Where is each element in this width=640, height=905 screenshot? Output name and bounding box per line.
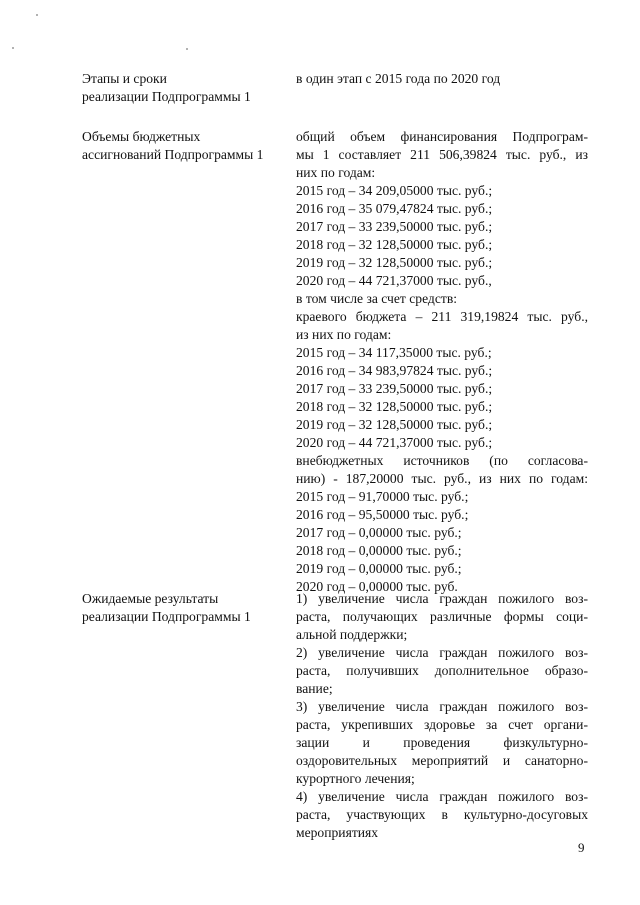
value-line: мероприятиях — [296, 825, 379, 840]
value-line: 2019 год – 32 128,50000 тыс. руб.; — [296, 255, 493, 270]
value-line: 2017 год – 33 239,50000 тыс. руб.; — [296, 219, 493, 234]
value-line: оздоровительных мероприятий и санаторно- — [296, 753, 588, 768]
row-value — [296, 128, 588, 596]
value-line: 2018 год – 32 128,50000 тыс. руб.; — [296, 399, 493, 414]
value-line: курортного лечения; — [296, 771, 415, 786]
label-line: ассигнований Подпрограммы 1 — [82, 147, 264, 162]
value-line: 2018 год – 0,00000 тыс. руб.; — [296, 543, 462, 558]
row-value — [296, 590, 588, 842]
scan-speck — [186, 48, 188, 50]
value-line: 2017 год – 33 239,50000 тыс. руб.; — [296, 381, 493, 396]
value-line: альной поддержки; — [296, 627, 408, 642]
value-line: 1) увеличение числа граждан пожилого воз- — [296, 591, 588, 606]
label-line: реализации Подпрограммы 1 — [82, 89, 251, 104]
row-label — [82, 70, 287, 106]
value-line: 2016 год – 35 079,47824 тыс. руб.; — [296, 201, 493, 216]
value-line: них по годам: — [296, 165, 376, 180]
value-line: раста, участвующих в культурно-досуговых — [296, 807, 588, 822]
value-line: раста, получивших дополнительное образо- — [296, 663, 588, 678]
label-line: Этапы и сроки — [82, 71, 167, 86]
value-line: 2017 год – 0,00000 тыс. руб.; — [296, 525, 462, 540]
value-line: нию) - 187,20000 тыс. руб., из них по годам: — [296, 471, 588, 486]
value-line: зации и проведения физкультурно- — [296, 735, 588, 750]
value-line: из них по годам: — [296, 327, 392, 342]
value-line: 2016 год – 95,50000 тыс. руб.; — [296, 507, 469, 522]
value-line: 2020 год – 0,00000 тыс. руб. — [296, 579, 458, 594]
row-label — [82, 128, 287, 164]
value-line: 2020 год – 44 721,37000 тыс. руб.; — [296, 435, 493, 450]
value-line: внебюджетных источников (по согласова- — [296, 453, 588, 468]
value-line: в том числе за счет средств: — [296, 291, 458, 306]
row-value — [296, 70, 588, 88]
page-number: 9 — [578, 840, 585, 855]
value-line: 2019 год – 0,00000 тыс. руб.; — [296, 561, 462, 576]
value-line: 2015 год – 34 117,35000 тыс. руб.; — [296, 345, 492, 360]
scan-speck — [12, 47, 14, 49]
value-line: краевого бюджета – 211 319,19824 тыс. руб., — [296, 309, 588, 324]
value-line: 2016 год – 34 983,97824 тыс. руб.; — [296, 363, 493, 378]
value-line: раста, получающих различные формы соци- — [296, 609, 588, 624]
value-line: 3) увеличение числа граждан пожилого воз- — [296, 699, 588, 714]
value-line: мы 1 составляет 211 506,39824 тыс. руб., из — [296, 147, 588, 162]
value-line: 2015 год – 91,70000 тыс. руб.; — [296, 489, 469, 504]
value-line: вание; — [296, 681, 333, 696]
value-line: 2015 год – 34 209,05000 тыс. руб.; — [296, 183, 493, 198]
value-line: раста, укрепивших здоровье за счет органи- — [296, 717, 588, 732]
scan-speck — [36, 14, 38, 16]
value-line: 2) увеличение числа граждан пожилого воз- — [296, 645, 588, 660]
label-line: Ожидаемые результаты — [82, 591, 219, 606]
value-line: общий объем финансирования Подпрограм- — [296, 129, 588, 144]
label-line: реализации Подпрограммы 1 — [82, 609, 251, 624]
row-label — [82, 590, 287, 626]
label-line: Объемы бюджетных — [82, 129, 201, 144]
value-line: в один этап с 2015 года по 2020 год — [296, 71, 501, 86]
value-line: 2020 год – 44 721,37000 тыс. руб., — [296, 273, 492, 288]
value-line: 2018 год – 32 128,50000 тыс. руб.; — [296, 237, 493, 252]
value-line: 4) увеличение числа граждан пожилого воз- — [296, 789, 588, 804]
value-line: 2019 год – 32 128,50000 тыс. руб.; — [296, 417, 493, 432]
